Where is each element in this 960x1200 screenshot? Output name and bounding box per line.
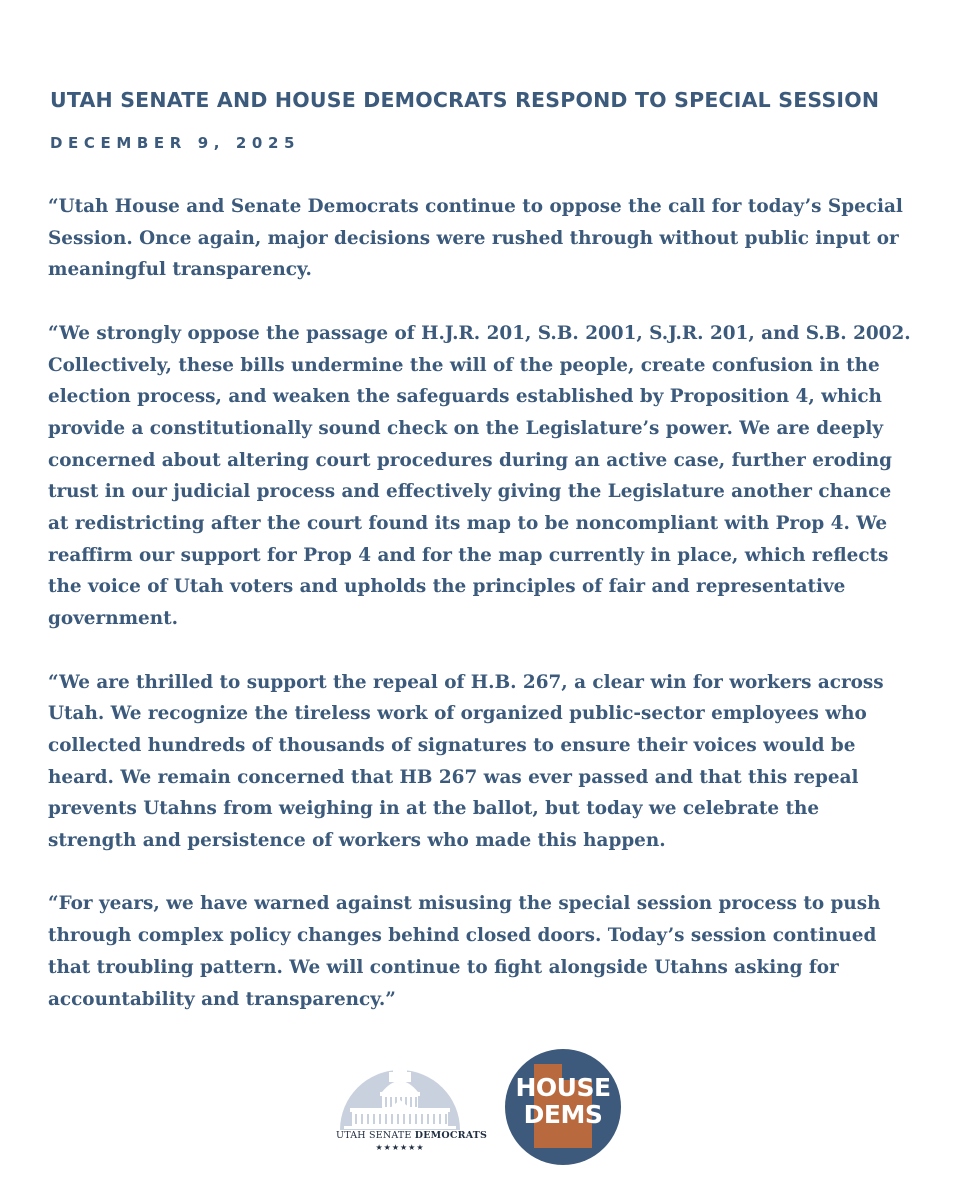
text-line: “We are thrilled to support the repeal of H.B. 267, a clear win for workers across [48,671,884,693]
text-line: that troubling pattern. We will continue to fight alongside Utahns asking for [48,956,839,978]
text-line: the voice of Utah voters and upholds the principles of fair and representative [48,576,846,598]
text-line: prevents Utahns from weighing in at the ballot, but today we celebrate the [48,798,820,820]
paragraph-4 [48,888,928,1015]
text-line: heard. We remain concerned that HB 267 was ever passed and that this repeal [48,766,859,788]
capitol-dome-icon [336,1048,464,1158]
text-line: Session. Once again, major decisions were rushed through without public input or [48,227,899,249]
text-line: “Utah House and Senate Democrats continue to oppose the call for today’s Special [48,196,903,217]
paragraph-2 [48,318,928,635]
senate-wordmark [336,1130,488,1141]
text-line: accountability and transparency.” [48,988,396,1010]
statement-body [48,191,928,1047]
dems-label: DEMS [523,1100,603,1129]
paragraph-1 [48,191,928,286]
release-date: DECEMBER 9, 2025 [50,134,301,152]
stars-row: ★★★★★★ [375,1143,425,1152]
wordmark-bold: DEMOCRATS [414,1130,488,1141]
headline: UTAH SENATE AND HOUSE DEMOCRATS RESPOND TO SPECIAL SESSION [50,88,880,112]
text-line: collected hundreds of thousands of signatures to ensure their voices would be [48,734,856,756]
text-line: government. [48,608,179,630]
text-line: meaningful transparency. [48,259,312,281]
text-line: at redistricting after the court found its map to be noncompliant with Prop 4. We [48,513,888,535]
text-line: Collectively, these bills undermine the will of the people, create confusion in the [48,354,880,376]
text-line: “For years, we have warned against misusing the special session process to push [48,893,881,915]
house-dems-wordmark [504,1074,622,1128]
wordmark-regular: UTAH SENATE [336,1130,415,1141]
text-line: Utah. We recognize the tireless work of organized public-sector employees who [48,703,867,725]
house-label: HOUSE [515,1073,611,1102]
text-line: concerned about altering court procedures during an active case, further eroding [48,449,892,471]
text-line: “We strongly oppose the passage of H.J.R. 201, S.B. 2001, S.J.R. 201, and S.B. 2002. [48,322,911,344]
text-line: strength and persistence of workers who made this happen. [48,830,666,852]
text-line: trust in our judicial process and effectively giving the Legislature another chance [48,481,892,503]
text-line: election process, and weaken the safeguards established by Proposition 4, which [48,386,882,408]
text-line: provide a constitutionally sound check on the Legislature’s power. We are deeply [48,417,884,439]
text-line: reaffirm our support for Prop 4 and for the map currently in place, which reflects [48,544,889,566]
logo-row [0,1048,960,1168]
paragraph-3 [48,667,928,857]
text-line: through complex policy changes behind closed doors. Today’s session continued [48,925,877,947]
